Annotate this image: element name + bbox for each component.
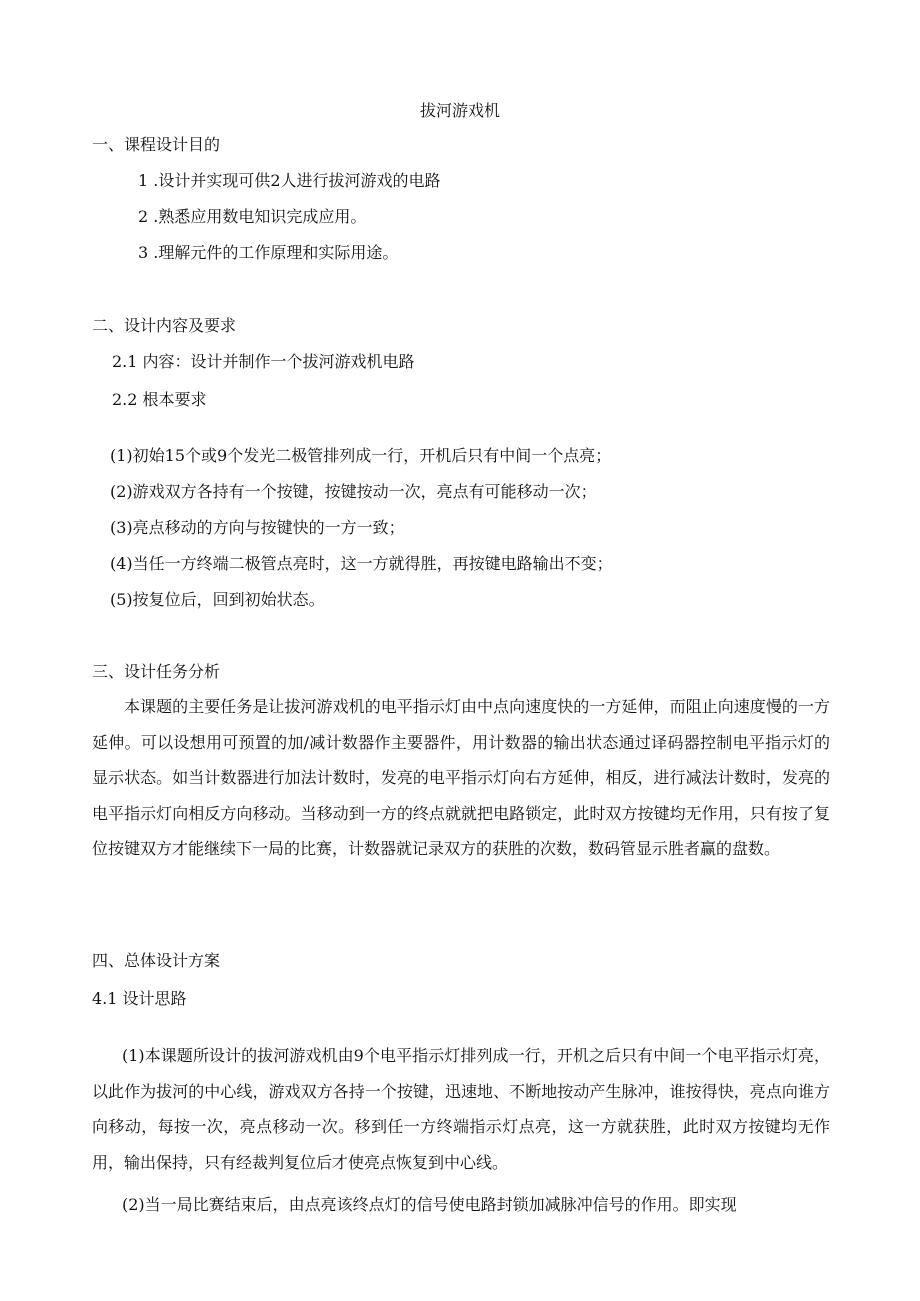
objective-item-2: 2 .熟悉应用数电知识完成应用。	[138, 207, 367, 226]
requirement-3: (3)亮点移动的方向与按键快的一方一致；	[110, 518, 405, 537]
requirement-4: (4)当任一方终端二极管点亮时，这一方就得胜，再按键电路输出不变；	[110, 554, 613, 573]
design-idea-paragraph-1: (1)本课题所设计的拔河游戏机由9个电平指示灯排列成一行，开机之后只有中间一个电平指示灯亮，以此作为拔河的中心线，游戏双方各持一个按键，迅速地、不断地按动产生脉冲，谁按得快，亮点向谁方向移动，每按一次，亮点移动一次。移到任一方终端指示灯点亮，这一方就获胜，此时双方按键均无作用，输出保持，只有经裁判复位后才使亮点恢复到中心线。	[92, 1046, 830, 1172]
section-1-heading: 一、课程设计目的	[92, 135, 221, 154]
requirement-2: (2)游戏双方各持有一个按键，按键按动一次，亮点有可能移动一次；	[110, 482, 597, 501]
content-line: 2.1 内容：设计并制作一个拔河游戏机电路	[112, 352, 415, 371]
requirement-5: (5)按复位后，回到初始状态。	[110, 590, 325, 609]
basic-requirements-heading: 2.2 根本要求	[112, 390, 207, 409]
page-title: 拔河游戏机	[419, 101, 500, 120]
task-analysis-paragraph: 本课题的主要任务是让拔河游戏机的电平指示灯由中点向速度快的一方延伸，而阻止向速度慢的一方延伸。可以设想用可预置的加/减计数器作主要器件，用计数器的输出状态通过译码器控制电平指示灯的显示状态。如当计数器进行加法计数时，发亮的电平指示灯向右方延伸，相反，进行减法计数时，发亮的电平指示灯向相反方向移动。当移动到一方的终点就就把电路锁定，此时双方按键均无作用，只有按了复位按键双方才能继续下一局的比赛，计数器就记录双方的获胜的次数，数码管显示胜者赢的盘数。	[92, 697, 830, 859]
section-3-heading: 三、设计任务分析	[92, 662, 221, 681]
section-4-heading: 四、总体设计方案	[92, 951, 221, 970]
objective-item-3: 3 .理解元件的工作原理和实际用途。	[138, 243, 399, 262]
requirement-1: (1)初始15个或9个发光二极管排列成一行，开机后只有中间一个点亮；	[110, 446, 612, 465]
design-idea-heading: 4.1 设计思路	[92, 989, 187, 1008]
objective-item-1: 1 .设计并实现可供2人进行拔河游戏的电路	[138, 171, 441, 190]
design-idea-paragraph-2: (2)当一局比赛结束后，由点亮该终点灯的信号使电路封锁加减脉冲信号的作用。即实现	[122, 1195, 737, 1214]
section-2-heading: 二、设计内容及要求	[92, 316, 237, 335]
